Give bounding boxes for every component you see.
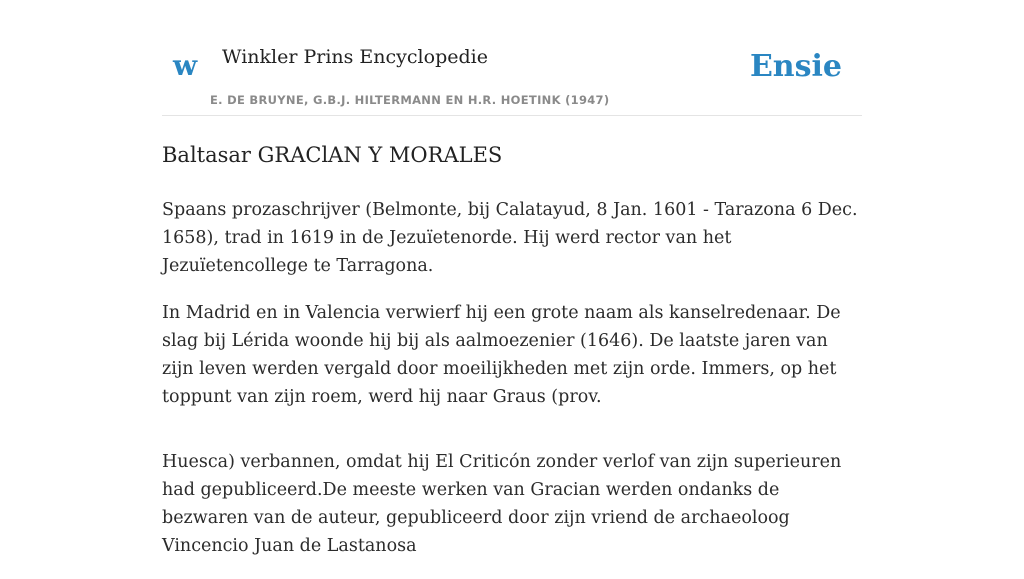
article-paragraph: Huesca) verbannen, omdat hij El Criticón zonder verlof van zijn superieuren had gepubliceerd.De meeste werken van Gracian werden ondanks de bezwaren van de auteur, gepubliceerd door zijn vriend de archaeoloog Vincencio Juan de Lastanosa (162, 452, 842, 556)
article (162, 140, 862, 579)
publication-authors: E. DE BRUYNE, G.B.J. HILTERMANN EN H.R. HOETINK (1947) (210, 93, 610, 107)
article-title: Baltasar GRAClAN Y MORALES (162, 143, 503, 167)
article-paragraph: In Madrid en in Valencia verwierf hij een grote naam als kanselredenaar. De slag bij Lérida woonde hij bij als aalmoezenier (1646). De laatste jaren van zijn leven werden vergald door moeilijkheden met zijn orde. Immers, op het toppunt van zijn roem, werd hij naar Graus (prov. (162, 303, 841, 407)
publication-logo-icon[interactable]: w (173, 49, 198, 82)
site-header (162, 0, 862, 116)
ensie-logo[interactable]: Ensie (749, 49, 842, 84)
article-paragraph: Spaans prozaschrijver (Belmonte, bij Calatayud, 8 Jan. 1601 - Tarazona 6 Dec. 1658), trad in 1619 in de Jezuïetenorde. Hij werd rector van het Jezuïetencollege te Tarragona. (162, 200, 858, 276)
publication-title[interactable]: Winkler Prins Encyclopedie (222, 46, 488, 68)
